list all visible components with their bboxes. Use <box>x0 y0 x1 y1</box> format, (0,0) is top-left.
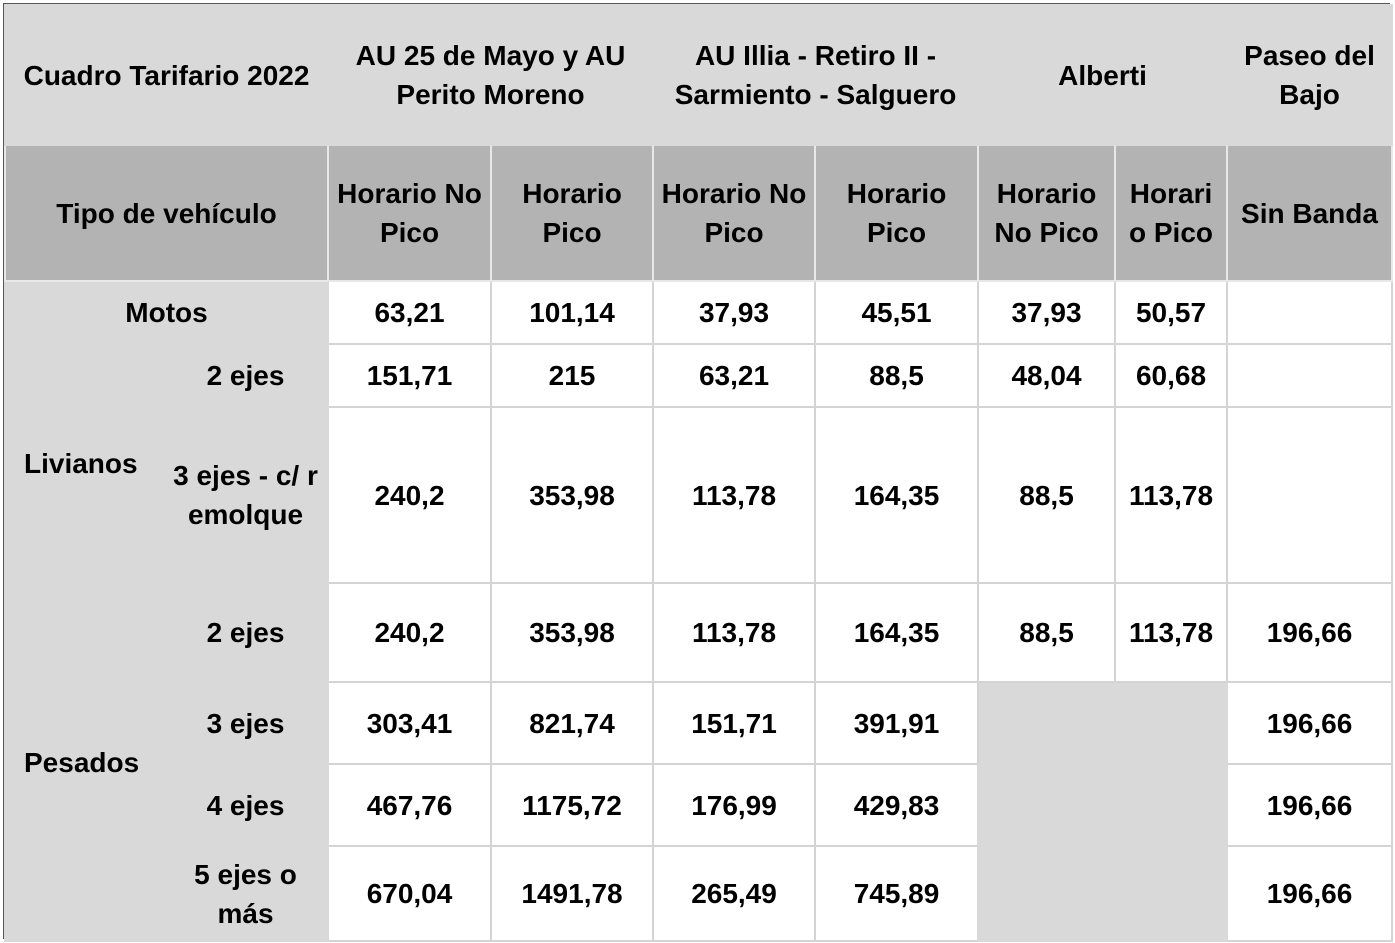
row-label: 4 ejes <box>163 764 328 846</box>
table-cell: 88,5 <box>815 344 978 407</box>
table-cell: 88,5 <box>978 407 1115 583</box>
row-label: 3 ejes - c/ remolque <box>163 407 328 583</box>
table-cell: 467,76 <box>328 764 491 846</box>
group-au25: AU 25 de Mayo y AU Perito Moreno <box>328 5 653 145</box>
livianos-label: Livianos <box>5 344 163 583</box>
table-cell: 240,2 <box>328 407 491 583</box>
table-cell: 164,35 <box>815 407 978 583</box>
table-row <box>5 344 1392 407</box>
alberti-no-pico-header: Horario No Pico <box>978 145 1115 281</box>
table-cell: 265,49 <box>653 846 815 941</box>
table-cell <box>1227 344 1392 407</box>
au25-pico-header: Horario Pico <box>491 145 653 281</box>
table-cell: 215 <box>491 344 653 407</box>
table-cell: 37,93 <box>978 281 1115 344</box>
table-row <box>5 407 1392 583</box>
group-paseo-bajo: Paseo del Bajo <box>1227 5 1392 145</box>
bajo-sin-banda-header: Sin Banda <box>1227 145 1392 281</box>
row-label: 2 ejes <box>163 583 328 682</box>
table-cell: 48,04 <box>978 344 1115 407</box>
pesados-label: Pesados <box>5 583 163 941</box>
table-cell: 196,66 <box>1227 682 1392 764</box>
table-cell: 88,5 <box>978 583 1115 682</box>
table-row <box>5 281 1392 344</box>
tariff-table <box>4 4 1393 942</box>
table-cell: 113,78 <box>653 407 815 583</box>
illia-pico-header: Horario Pico <box>815 145 978 281</box>
alberti-empty-block <box>978 682 1227 941</box>
table-cell: 240,2 <box>328 583 491 682</box>
table-row <box>5 682 1392 764</box>
table-cell: 113,78 <box>1115 407 1227 583</box>
table-cell: 821,74 <box>491 682 653 764</box>
alberti-pico-header: Horario Pico <box>1115 145 1227 281</box>
table-cell: 37,93 <box>653 281 815 344</box>
table-cell: 50,57 <box>1115 281 1227 344</box>
group-header-row <box>5 5 1392 145</box>
row-label: 5 ejes o más <box>163 846 328 941</box>
group-alberti: Alberti <box>978 5 1227 145</box>
table-cell: 113,78 <box>1115 583 1227 682</box>
table-cell <box>1227 407 1392 583</box>
table-cell: 1491,78 <box>491 846 653 941</box>
au25-no-pico-header: Horario No Pico <box>328 145 491 281</box>
table-cell: 303,41 <box>328 682 491 764</box>
table-cell: 101,14 <box>491 281 653 344</box>
table-cell: 164,35 <box>815 583 978 682</box>
table-cell: 151,71 <box>328 344 491 407</box>
table-cell: 670,04 <box>328 846 491 941</box>
group-illia: AU Illia - Retiro II - Sarmiento - Salguero <box>653 5 978 145</box>
tariff-table-container <box>3 3 1390 939</box>
table-cell: 196,66 <box>1227 764 1392 846</box>
table-cell: 391,91 <box>815 682 978 764</box>
table-cell: 63,21 <box>328 281 491 344</box>
illia-no-pico-header: Horario No Pico <box>653 145 815 281</box>
table-cell: 353,98 <box>491 583 653 682</box>
table-cell: 429,83 <box>815 764 978 846</box>
table-cell: 45,51 <box>815 281 978 344</box>
table-cell: 196,66 <box>1227 846 1392 941</box>
table-title: Cuadro Tarifario 2022 <box>5 5 328 145</box>
table-cell: 63,21 <box>653 344 815 407</box>
motos-label: Motos <box>5 281 328 344</box>
table-cell: 151,71 <box>653 682 815 764</box>
table-cell: 113,78 <box>653 583 815 682</box>
subheader-row <box>5 145 1392 281</box>
row-label: 2 ejes <box>163 344 328 407</box>
table-cell <box>1227 281 1392 344</box>
table-cell: 353,98 <box>491 407 653 583</box>
vehicle-type-header: Tipo de vehículo <box>5 145 328 281</box>
table-cell: 60,68 <box>1115 344 1227 407</box>
table-row <box>5 583 1392 682</box>
table-cell: 745,89 <box>815 846 978 941</box>
row-label: 3 ejes <box>163 682 328 764</box>
table-cell: 176,99 <box>653 764 815 846</box>
table-cell: 196,66 <box>1227 583 1392 682</box>
table-cell: 1175,72 <box>491 764 653 846</box>
